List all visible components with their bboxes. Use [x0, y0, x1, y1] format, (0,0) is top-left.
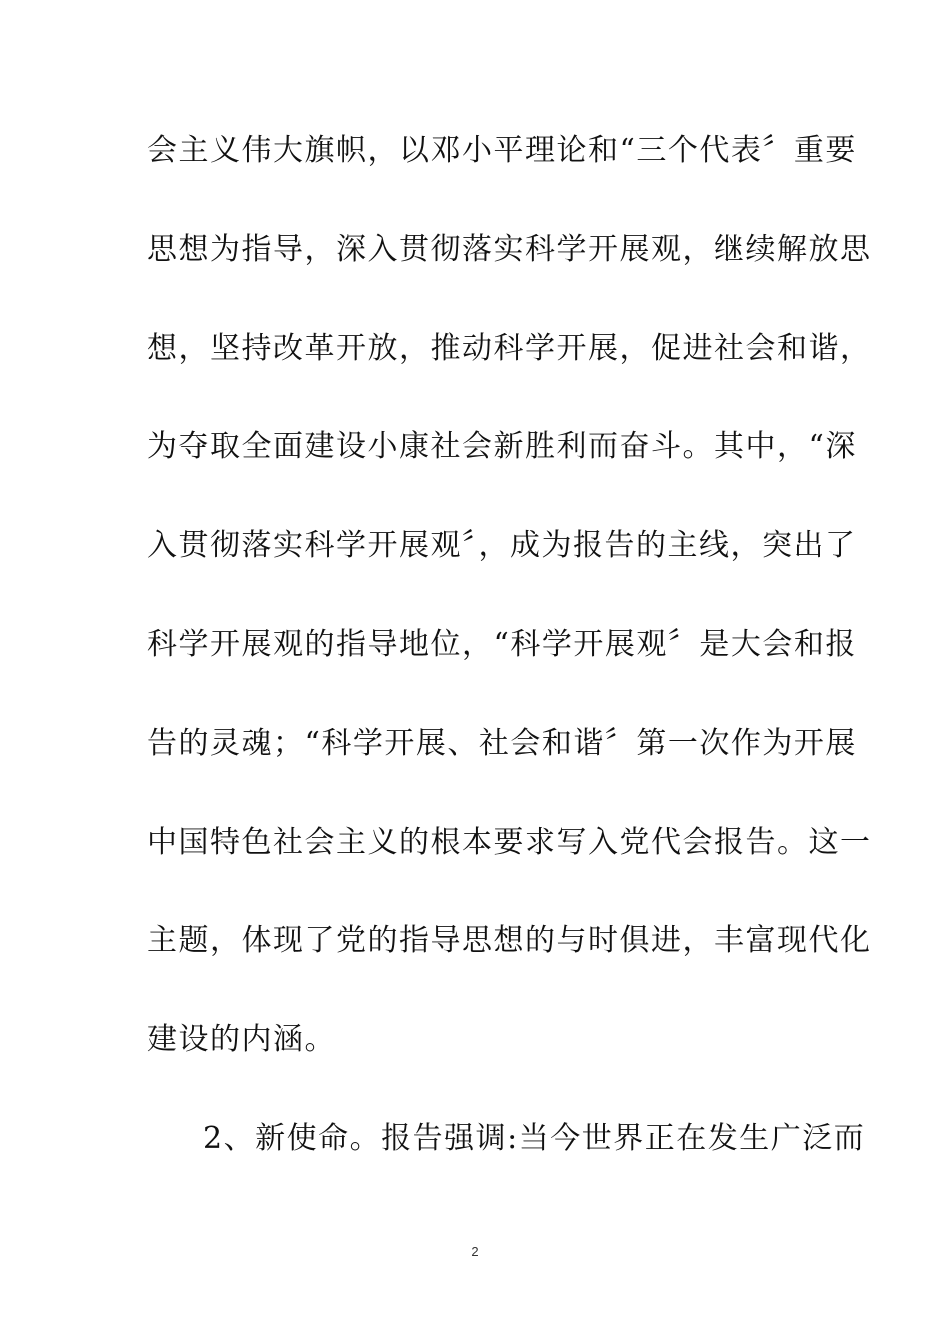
- text-line: 建设的内涵。: [147, 1022, 336, 1058]
- body-text: [147, 125, 872, 1212]
- text-line: 告的灵魂；“科学开展、社会和谐〞第一次作为开展: [147, 725, 857, 761]
- text-line: 科学开展观的指导地位，“科学开展观〞是大会和报: [147, 626, 857, 662]
- text-line: 入贯彻落实科学开展观〞，成为报告的主线，突出了: [147, 528, 857, 564]
- page-number: 2: [471, 1244, 479, 1259]
- text-line: 主题，体现了党的指导思想的与时俱进，丰富现代化: [147, 923, 872, 959]
- text-line: 中国特色社会主义的根本要求写入党代会报告。这一: [147, 824, 872, 860]
- text-line: 想，坚持改革开放，推动科学开展，促进社会和谐，: [147, 330, 872, 366]
- text-line: 会主义伟大旗帜，以邓小平理论和“三个代表〞重要: [147, 133, 857, 168]
- text-line: 思想为指导，深入贯彻落实科学开展观，继续解放思: [147, 231, 872, 267]
- text-line: 为夺取全面建设小康社会新胜利而奋斗。其中，“深: [147, 429, 857, 465]
- paragraph-start-line: 2、新使命。报告强调:当今世界正在发生广泛而: [203, 1120, 866, 1156]
